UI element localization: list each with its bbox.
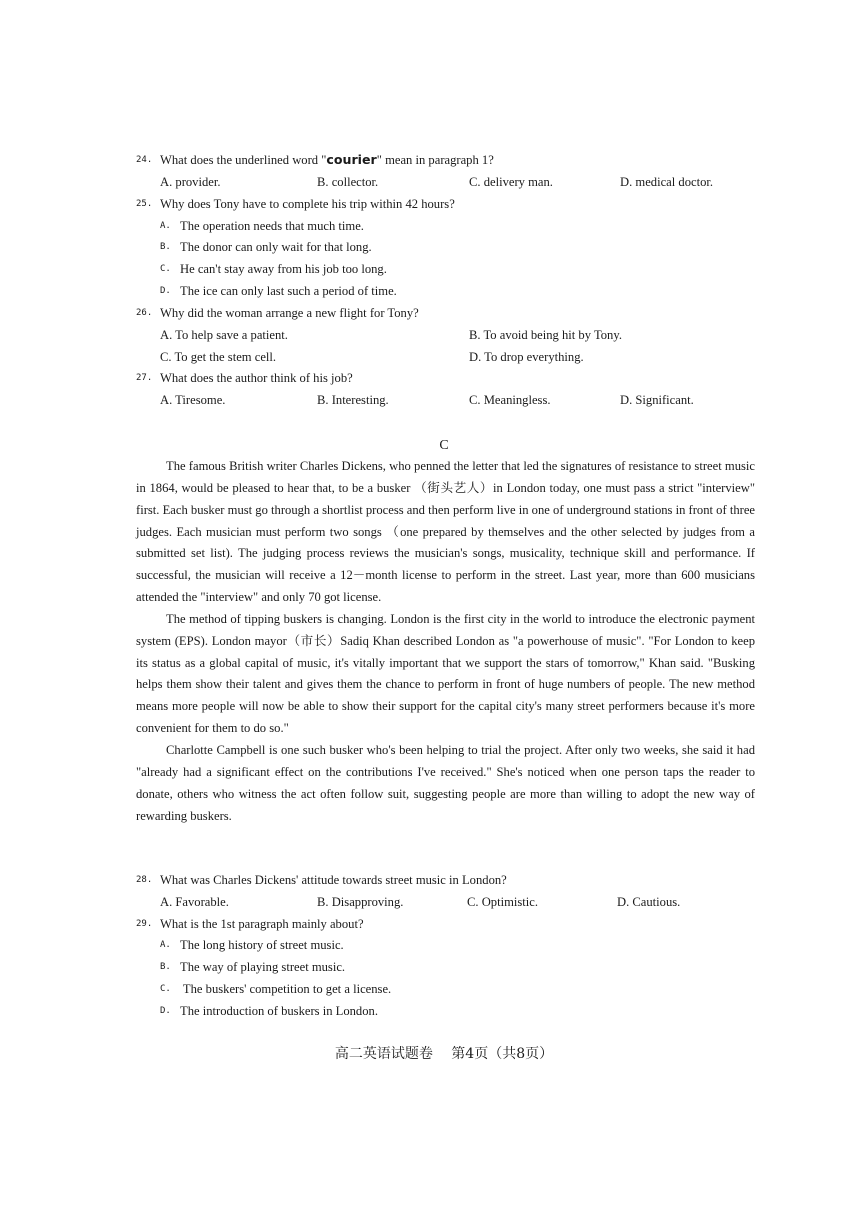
passage-paragraph-3: Charlotte Campbell is one such busker who's been helping to trial the project. After only two weeks, she said it had "already had a significant effect on the contributions I've received." She's noticed when one person taps the reader to donate, others who witness the act often follow suit, suggesting people are more than willing to adopt the new way of rewarding buskers. (136, 742, 755, 823)
option-d: D. medical doctor. (620, 175, 714, 189)
question-text: Why did the woman arrange a new flight for Tony? (160, 306, 419, 320)
option-c: C. Optimistic. (467, 895, 539, 909)
passage-paragraph-2: The method of tipping buskers is changing. London is the first city in the world to introduce the electronic payment system (EPS). London mayor（市长）Sadiq Khan described London as "a powerhouse of music". "For London to keep its status as a global capital of music, it's vitally important that we support the stars of tomorrow," Khan said. "Busking helps them show their talent and gives them the chance to perform in front of huge numbers of people. The new method means more people will now be able to show their support for the capital city's many street performers because it's more convenient for them to do so." (136, 611, 755, 736)
passage-paragraph-1: The famous British writer Charles Dickens, who penned the letter that led the signatures of resistance to street music in 1864, would be pleased to hear that, to be a busker （街头艺人）in London today, one must pass a strict "interview" first. Each busker must go through a shortlist process and then perform live in one of underground stations in front of three judges. Each musician must perform two songs （one prepared by themselves and the other selected by judges from a submitted set list). The judging process reviews the musician's songs, musicality, technique skill and performance. If successful, the musician will receive a 12－month license to perform in the street. Last year, more than 600 musicians attended the "interview" and only 70 got license. (136, 459, 755, 605)
question-text: What is the 1st paragraph mainly about? (160, 917, 364, 931)
question-27 (136, 368, 776, 388)
option-d: D. The introduction of buskers in London. (160, 1004, 378, 1018)
option-d: D. The ice can only last such a period of time. (160, 284, 397, 298)
option-c: C. To get the stem cell. (160, 350, 277, 364)
question-text: What was Charles Dickens' attitude towards street music in London? (160, 873, 507, 887)
option-b: B. The donor can only wait for that long. (160, 240, 372, 254)
question-text: What does the author think of his job? (160, 371, 353, 385)
option-b: B. Interesting. (317, 393, 389, 407)
question-text: Why does Tony have to complete his trip within 42 hours? (160, 197, 455, 211)
question-number: 24. (136, 155, 153, 165)
question-29 (136, 914, 776, 934)
option-a: A. The long history of street music. (160, 938, 344, 952)
question-number: 25. (136, 199, 153, 209)
option-a: A. To help save a patient. (160, 328, 288, 342)
section-title: C (439, 438, 449, 453)
option-a: A. Favorable. (160, 895, 229, 909)
option-a: A. Tiresome. (160, 393, 226, 407)
option-c: C. Meaningless. (469, 393, 551, 407)
question-number: 29. (136, 919, 153, 929)
question-26 (136, 303, 776, 323)
option-c: C. delivery man. (469, 175, 553, 189)
option-d: D. Significant. (620, 393, 694, 407)
question-number: 28. (136, 875, 153, 885)
option-b: B. The way of playing street music. (160, 960, 346, 974)
option-c: C. He can't stay away from his job too long. (160, 262, 387, 276)
option-a: A. provider. (160, 175, 221, 189)
question-24 (136, 150, 776, 170)
question-25 (136, 194, 776, 214)
question-number: 26. (136, 308, 153, 318)
page-footer: 高二英语试题卷 第4页（共8页） (334, 1046, 554, 1062)
option-d: D. To drop everything. (469, 350, 584, 364)
option-b: B. collector. (317, 175, 379, 189)
question-text: What does the underlined word "courier" mean in paragraph 1? (160, 152, 494, 167)
reading-passage (136, 456, 755, 827)
underlined-word: courier (326, 152, 377, 167)
option-d: D. Cautious. (617, 895, 681, 909)
option-b: B. To avoid being hit by Tony. (469, 328, 622, 342)
option-c: C. The buskers' competition to get a license. (160, 982, 392, 996)
question-number: 27. (136, 373, 153, 383)
option-b: B. Disapproving. (317, 895, 404, 909)
question-28 (136, 870, 776, 890)
option-a: A. The operation needs that much time. (160, 219, 364, 233)
